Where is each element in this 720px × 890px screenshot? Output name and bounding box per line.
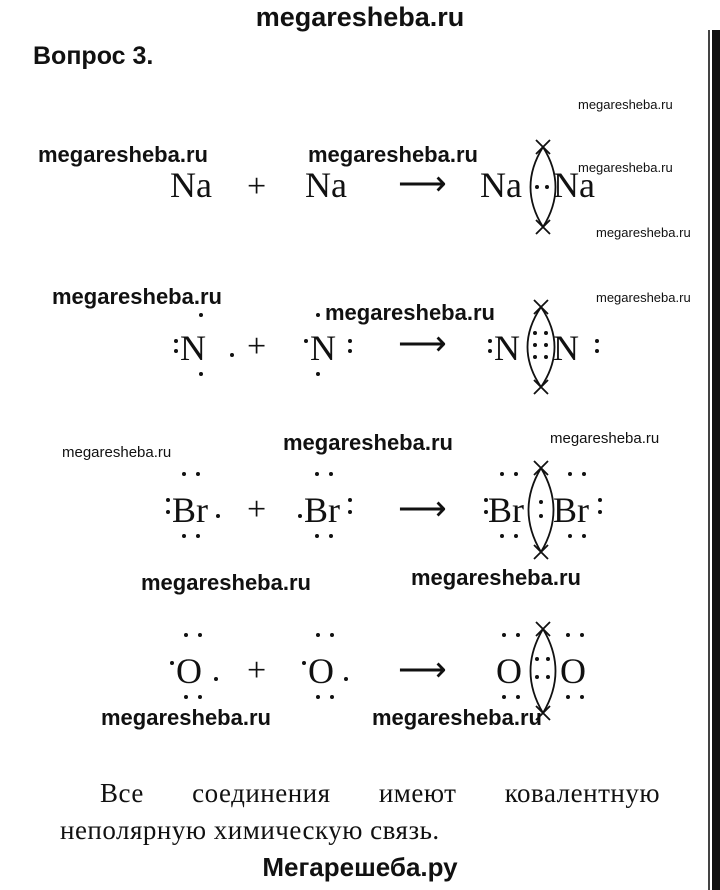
- plus-sign: +: [247, 491, 267, 528]
- product-left: Na: [480, 165, 522, 205]
- reactant-right: Br: [304, 490, 340, 530]
- watermark: megaresheba.ru: [325, 300, 495, 325]
- bonding-electrons: [539, 500, 543, 518]
- reaction-br: [0, 460, 720, 560]
- watermark: megaresheba.ru: [596, 225, 691, 240]
- watermark: megaresheba.ru: [578, 160, 673, 175]
- plus-sign: +: [247, 168, 267, 205]
- electron-overlap-bond: [529, 461, 554, 559]
- product-right: Br: [553, 490, 589, 530]
- footer-brand: Мегарешеба.ру: [262, 852, 458, 882]
- reactant-right: N: [310, 328, 336, 368]
- reactant-left: N: [180, 328, 206, 368]
- bonding-electrons: [535, 185, 549, 189]
- product-right: O: [560, 651, 586, 691]
- watermark: megaresheba.ru: [101, 705, 271, 730]
- reaction-n: [0, 295, 720, 395]
- product-left: O: [496, 651, 522, 691]
- reaction-o: [0, 625, 720, 725]
- electron-overlap-bond: [531, 140, 556, 234]
- reactant-right: Na: [305, 165, 347, 205]
- watermark: megaresheba.ru: [62, 444, 172, 461]
- reactant-left: Na: [170, 165, 212, 205]
- reaction-arrow: ⟶: [398, 326, 447, 363]
- watermark: megaresheba.ru: [578, 97, 673, 112]
- question-heading: Вопрос 3.: [33, 42, 154, 70]
- plus-sign: +: [247, 652, 267, 689]
- reactant-right: O: [308, 651, 334, 691]
- electron-overlap-bond: [531, 622, 556, 720]
- watermark: megaresheba.ru: [283, 430, 453, 455]
- reaction-arrow: ⟶: [398, 491, 447, 528]
- watermark: megaresheba.ru: [52, 284, 222, 309]
- watermark: megaresheba.ru: [308, 142, 478, 167]
- watermark-top: megaresheba.ru: [255, 2, 465, 32]
- reaction-na: [0, 135, 720, 235]
- reactant-left: O: [176, 651, 202, 691]
- watermark: megaresheba.ru: [372, 705, 542, 730]
- plus-sign: +: [247, 328, 267, 365]
- bonding-electrons: [535, 657, 550, 679]
- reaction-arrow: ⟶: [398, 652, 447, 689]
- bonding-electrons: [533, 331, 548, 359]
- watermark: megaresheba.ru: [38, 142, 208, 167]
- reactant-left: Br: [172, 490, 208, 530]
- watermark: megaresheba.ru: [411, 565, 581, 590]
- electron-overlap-bond: [528, 300, 555, 394]
- watermark: megaresheba.ru: [550, 430, 660, 447]
- watermark: megaresheba.ru: [596, 290, 691, 305]
- product-right: Na: [553, 165, 595, 205]
- reaction-arrow: ⟶: [398, 166, 447, 203]
- product-right: N: [553, 328, 579, 368]
- watermark: megaresheba.ru: [141, 570, 311, 595]
- product-left: N: [494, 328, 520, 368]
- product-left: Br: [488, 490, 524, 530]
- conclusion-text: Все соединения имеют ковалентную неполярную химическую связь.: [60, 778, 660, 845]
